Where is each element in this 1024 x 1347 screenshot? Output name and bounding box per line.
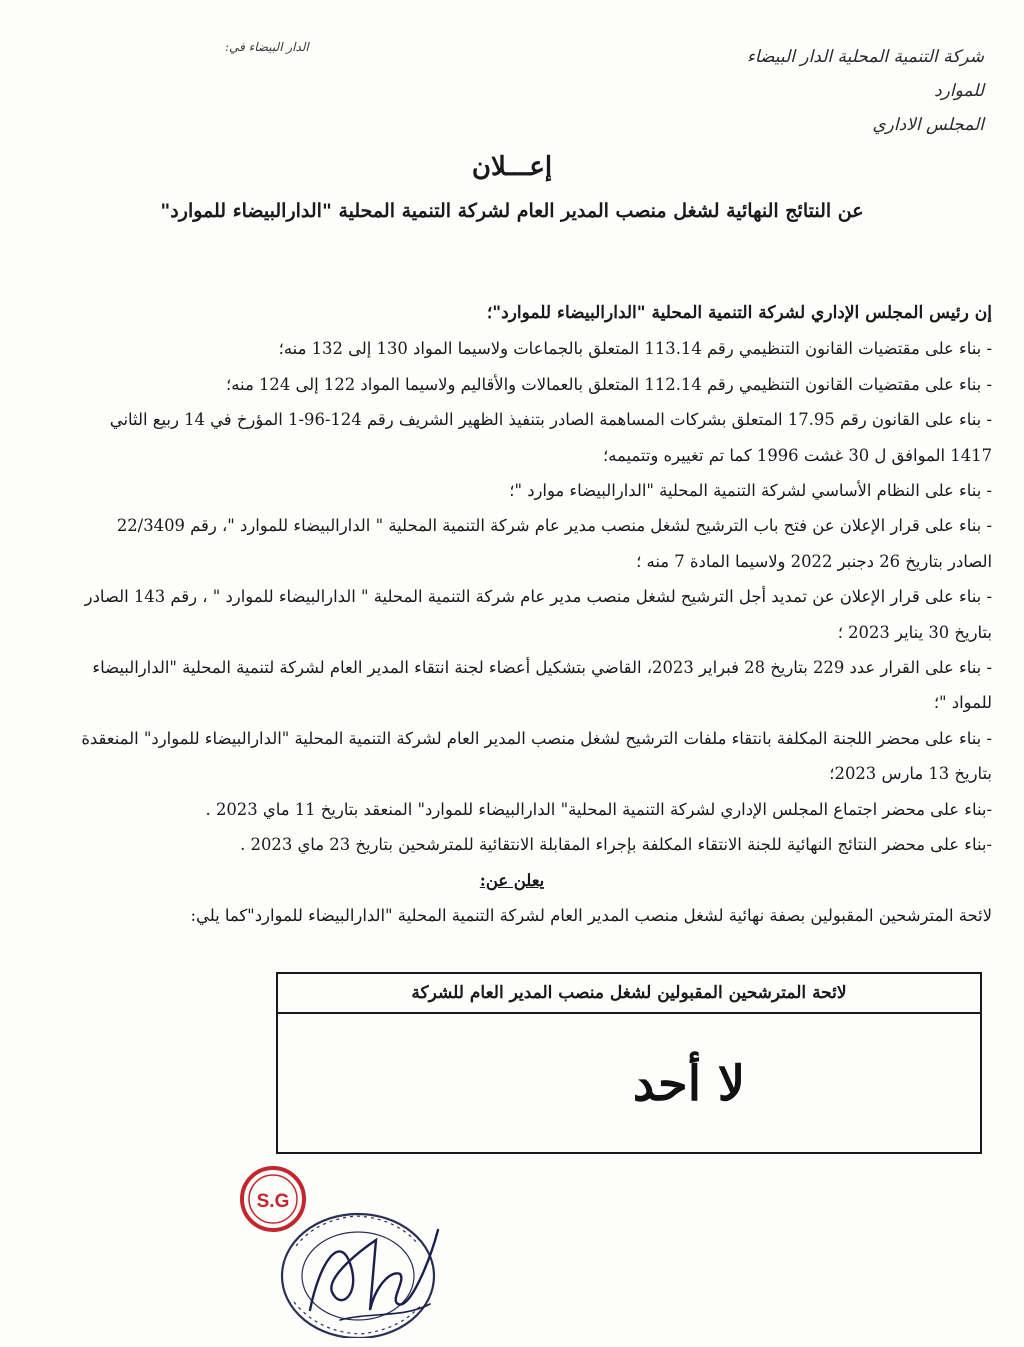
clause-9: -بناء على محضر اجتماع المجلس الإداري لشركة التنمية المحلية" الدارالبيضاء للموارد" المنعقد بتاريخ 11 ماي 2023 . <box>205 799 992 819</box>
sg-stamp-text: S.G <box>256 1191 290 1212</box>
results-table-value: لا أحد <box>632 1056 746 1112</box>
org-line: شركة التنمية المحلية الدار البيضاء <box>746 47 984 67</box>
clause-1: - بناء على مقتضيات القانون التنظيمي رقم 113.14 المتعلق بالجماعات ولاسيما المواد 130 إلى 132 منه؛ <box>278 339 992 359</box>
intro-line: إن رئيس المجلس الإداري لشركة التنمية المحلية "الدارالبيضاء للموارد"؛ <box>486 303 992 323</box>
clause-2: - بناء على مقتضيات القانون التنظيمي رقم 112.14 المتعلق بالعمالات والأقاليم ولاسيما المواد 122 إلى 124 منه؛ <box>226 374 992 394</box>
document-subtitle: عن النتائج النهائية لشغل منصب المدير العام لشركة التنمية المحلية "الدارالبيضاء للموارد" <box>160 200 864 222</box>
clause-8: - بناء على محضر اللجنة المكلفة بانتقاء ملفات الترشيح لشغل منصب المدير العام لشركة التنمية المحلية "الدارالبيضاء للموارد" المنعقدة بتاريخ 13 مارس 2023؛ <box>81 728 992 784</box>
clause-6: - بناء على قرار الإعلان عن تمديد أجل الترشيح لشغل منصب مدير عام شركة التنمية المحلية " الدارالبيضاء للموارد " ، رقم 143 الصادر بتاريخ 30 يناير 2023 ؛ <box>84 587 992 642</box>
clause-4: - بناء على النظام الأساسي لشركة التنمية المحلية "الدارالبيضاء موارد "؛ <box>509 481 992 501</box>
org-line: المجلس الاداري <box>872 115 984 135</box>
announces-heading: يعلن عن: <box>479 870 545 890</box>
document-body <box>72 296 992 933</box>
list-line: لائحة المترشحين المقبولين بصفة نهائية لشغل منصب المدير العام لشركة التنمية المحلية "الدارالبيضاء للموارد"كما يلي: <box>190 905 992 925</box>
results-table-header: لائحة المترشحين المقبولين لشغل منصب المدير العام للشركة <box>278 974 980 1014</box>
clause-5: - بناء على قرار الإعلان عن فتح باب الترشيح لشغل منصب مدير عام شركة التنمية المحلية " الدارالبيضاء للموارد "، رقم 22/3409 الصادر بتاريخ 26 دجنبر 2022 ولاسيما المادة 7 منه ؛ <box>116 516 992 571</box>
organization-header <box>604 40 984 142</box>
signature-icon <box>280 1200 450 1340</box>
clause-3: - بناء على القانون رقم 17.95 المتعلق بشركات المساهمة الصادر بتنفيذ الظهير الشريف رقم 124-96-1 المؤرخ في 14 ربيع الثاني 1417 الموافق ل 30 غشت 1996 كما تم تغييره وتتميمه؛ <box>109 410 992 465</box>
clause-10: -بناء على محضر النتائج النهائية للجنة الانتقاء المكلفة بإجراء المقابلة الانتقائية للمترشحين بتاريخ 23 ماي 2023 . <box>240 835 992 855</box>
document-title: إعـــلان <box>471 152 553 182</box>
clause-7: - بناء على القرار عدد 229 بتاريخ 28 فبراير 2023، القاضي بتشكيل أعضاء لجنة انتقاء المدير العام لشركة لتنمية المحلية "الدارالبيضاء للمواد "؛ <box>92 658 992 713</box>
org-line: للموارد <box>934 81 984 101</box>
city-date-line: الدار البيضاء في: <box>225 40 309 54</box>
results-table <box>276 972 982 1154</box>
